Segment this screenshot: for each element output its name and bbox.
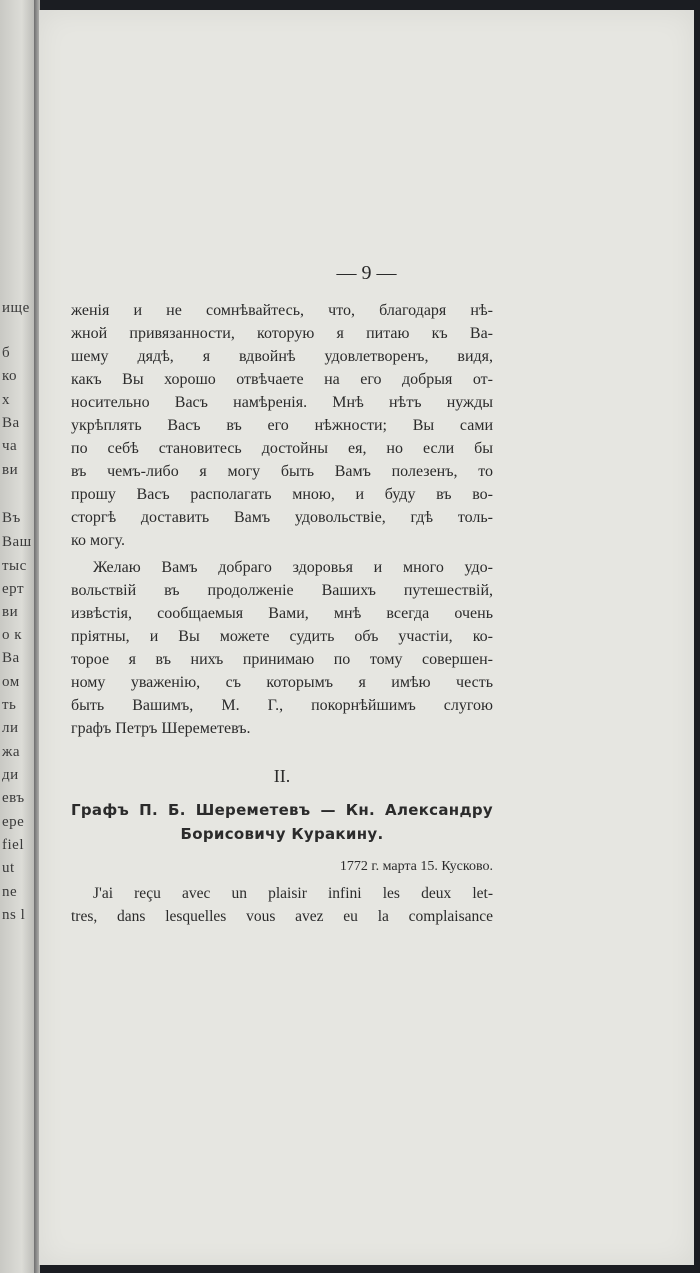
left-page-fragment: ли — [2, 720, 19, 736]
left-page-fragment: ерт — [2, 581, 25, 597]
page-text — [71, 299, 493, 928]
left-page-fragment: ви — [2, 604, 19, 620]
left-page-fragment: ви — [2, 462, 19, 478]
text-line: женія и не сомнѣвайтесь, что, благодаря нѣ- — [71, 302, 493, 319]
paragraph-2 — [71, 556, 493, 740]
left-page-fragment: Ва — [2, 650, 20, 666]
left-page-fragment: ере — [2, 814, 25, 830]
left-page-fragment: евъ — [2, 790, 25, 806]
text-line: укрѣплять Васъ въ его нѣжности; Вы сами — [71, 417, 493, 434]
french-text — [71, 882, 493, 928]
text-line: tres, dans lesquelles vous avez eu la complaisance — [71, 908, 493, 925]
paragraph-1 — [71, 299, 493, 552]
letter-heading — [71, 798, 493, 846]
text-line: J'ai reçu avec un plaisir infini les deux let- — [93, 885, 493, 902]
left-page-fragment: ди — [2, 767, 19, 783]
text-line: жной привязанности, которую я питаю къ Ва- — [71, 325, 493, 342]
left-page-fragment: жа — [2, 744, 21, 760]
text-line: носительно Васъ намѣренія. Мнѣ нѣтъ нужды — [71, 394, 493, 411]
left-page-fragment: Ва — [2, 415, 20, 431]
text-line: шему дядѣ, я вдвойнѣ удовлетворенъ, видя, — [71, 348, 493, 365]
text-line: ному уваженію, съ которымъ я имѣю честь — [71, 674, 493, 691]
text-line: графъ Петръ Шереметевъ. — [71, 720, 251, 737]
left-page-fragment: тыс — [2, 558, 27, 574]
left-page-fragment: ne — [2, 884, 18, 900]
left-page-edge — [0, 0, 36, 1273]
page-number: — 9 — — [336, 262, 397, 284]
left-page-fragment: ча — [2, 438, 18, 454]
left-page-fragment: ns l — [2, 907, 26, 923]
text-line: торое я въ нихъ принимаю по тому совершен- — [71, 651, 493, 668]
left-page-fragment: Ваш — [2, 534, 32, 550]
left-page-fragment: б — [2, 345, 11, 361]
heading-line: Борисовичу Куракину. — [180, 825, 384, 843]
left-page-fragment: х — [2, 392, 10, 408]
letter-date: 1772 г. марта 15. Кусково. — [339, 859, 493, 874]
heading-line: Графъ П. Б. Шереметевъ — Кн. Александру — [71, 801, 493, 819]
left-page-fragment: ом — [2, 674, 20, 690]
left-page-fragment: Въ — [2, 510, 21, 526]
left-page-fragment: ко — [2, 368, 18, 384]
left-page-fragment: ть — [2, 697, 17, 713]
text-line: пріятны, и Вы можете судить объ участіи, ко- — [71, 628, 493, 645]
text-line: по себѣ становитесь достойны ея, но если бы — [71, 440, 493, 457]
text-line: какъ Вы хорошо отвѣчаете на его добрыя от- — [71, 371, 493, 388]
section-number: II. — [273, 766, 291, 786]
text-line: Желаю Вамъ добраго здоровья и много удо- — [93, 559, 493, 576]
text-line: прошу Васъ располагать мною, и буду въ во- — [71, 486, 493, 503]
text-line: сторгѣ доставить Вамъ удовольствіе, гдѣ толь- — [71, 509, 493, 526]
left-page-fragment: ut — [2, 860, 15, 876]
left-page-fragment: о к — [2, 627, 23, 643]
text-line: въ чемъ-либо я могу быть Вамъ полезенъ, то — [71, 463, 493, 480]
left-page-fragment: fiel — [2, 837, 24, 853]
left-page-fragment: ище — [2, 300, 30, 316]
text-line: вольствій въ продолженіе Вашихъ путешествій, — [71, 582, 493, 599]
book-page — [39, 10, 694, 1265]
text-line: ко могу. — [71, 532, 126, 549]
text-line: извѣстія, сообщаемыя Вами, мнѣ всегда очень — [71, 605, 493, 622]
text-line: быть Вашимъ, М. Г., покорнѣйшимъ слугою — [71, 697, 493, 714]
